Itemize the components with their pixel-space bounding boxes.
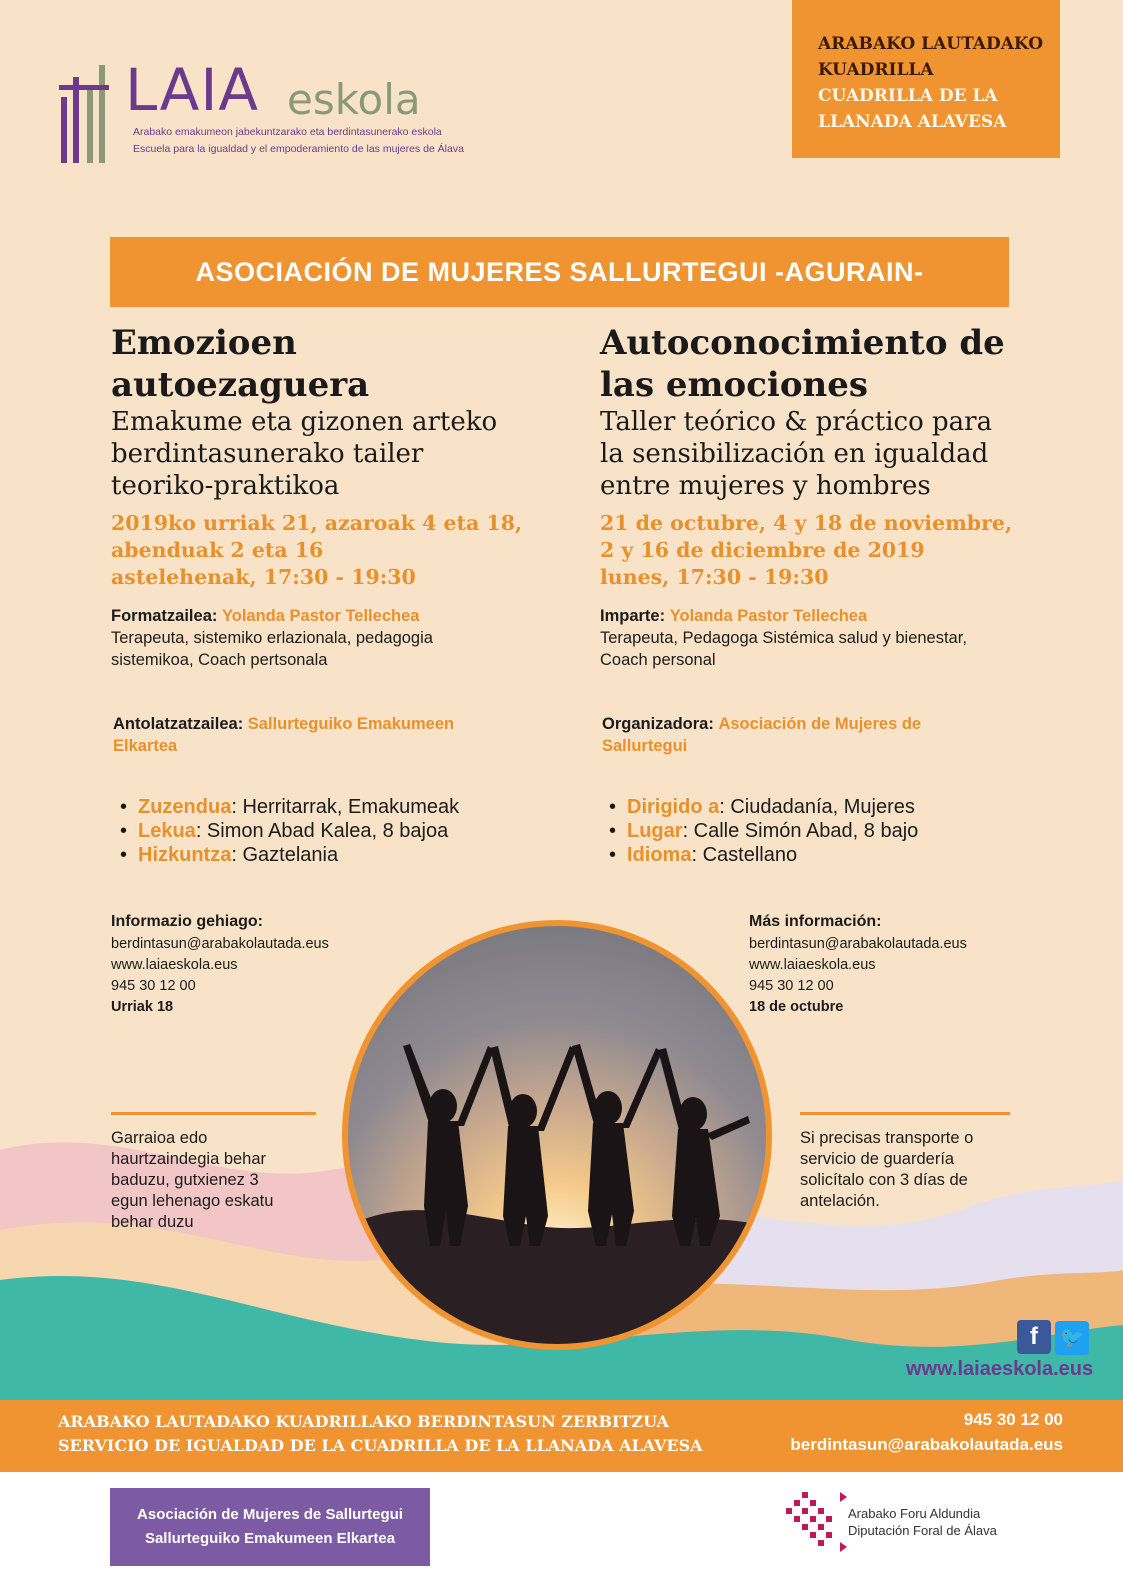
transport-line: Si precisas transporte o — [800, 1129, 974, 1147]
spanish-contact-phone: 945 30 12 00 — [749, 978, 834, 994]
basque-column — [111, 322, 531, 671]
cuadrilla-eu-line1: ARABAKO LAUTADAKO — [818, 34, 1044, 54]
diputacion-arrows-icon — [840, 1492, 848, 1552]
item-key: Idioma — [627, 844, 692, 866]
spanish-dates-line2: 2 y 16 de diciembre de 2019 — [600, 538, 925, 562]
list-item — [116, 819, 459, 843]
spanish-trainer-label: Imparte: — [600, 607, 666, 625]
basque-trainer-desc-line1: Terapeuta, sistemiko erlazionala, pedagogia — [111, 629, 433, 647]
basque-trainer-label: Formatzailea: — [111, 607, 218, 625]
association-banner: ASOCIACIÓN DE MUJERES SALLURTEGUI -AGURAIN- — [110, 237, 1009, 307]
spanish-dates-line3: lunes, 17:30 - 19:30 — [600, 565, 829, 589]
footer-line-eu: ARABAKO LAUTADAKO KUADRILLAKO BERDINTASUN ZERBITZUA — [58, 1412, 669, 1431]
list-item — [605, 843, 918, 867]
item-value: : Castellano — [691, 844, 798, 866]
women-silhouettes-photo — [342, 920, 772, 1350]
spanish-contact — [749, 910, 967, 1018]
basque-contact-email[interactable]: berdintasun@arabakolautada.eus — [111, 936, 329, 952]
basque-contact-web[interactable]: www.laiaeskola.eus — [111, 957, 238, 973]
basque-trainer-name: Yolanda Pastor Tellechea — [221, 607, 420, 625]
spanish-contact-web[interactable]: www.laiaeskola.eus — [749, 957, 876, 973]
spanish-divider — [800, 1112, 1010, 1115]
association-logo-box — [110, 1488, 430, 1566]
spanish-subtitle-line3: entre mujeres y hombres — [600, 471, 931, 501]
spanish-org-name-line2: Sallurtegui — [602, 737, 688, 755]
item-key: Lugar — [627, 820, 683, 842]
item-value: : Herritarrak, Emakumeak — [231, 796, 460, 818]
spanish-title-line2: las emociones — [600, 365, 868, 405]
cuadrilla-box — [792, 0, 1060, 158]
basque-subtitle-line3: teoriko-praktikoa — [111, 471, 340, 501]
transport-line: solicítalo con 3 días de — [800, 1171, 968, 1189]
list-item — [605, 819, 918, 843]
item-value: : Gaztelania — [231, 844, 339, 866]
spanish-details-list — [605, 795, 918, 867]
logo-tagline-es: Escuela para la igualdad y el empoderamiento de las mujeres de Álava — [133, 143, 464, 155]
facebook-icon[interactable]: f — [1017, 1320, 1051, 1354]
spanish-subtitle-line1: Taller teórico & práctico para — [600, 407, 993, 437]
basque-dates-line3: astelehenak, 17:30 - 19:30 — [111, 565, 416, 589]
social-links — [1017, 1320, 1093, 1355]
logo-laia-text: LAIA — [125, 56, 260, 124]
item-value: : Simon Abad Kalea, 8 bajoa — [195, 820, 449, 842]
asoc-line2: Sallurteguiko Emakumeen Elkartea — [144, 1530, 396, 1547]
item-key: Zuzendua — [138, 796, 232, 818]
spanish-trainer-desc-line2: Coach personal — [600, 651, 716, 669]
transport-line: Garraioa edo — [111, 1129, 208, 1147]
basque-dates-line2: abenduak 2 eta 16 — [111, 538, 324, 562]
basque-org-name-line1: Sallurteguiko Emakumeen — [247, 715, 455, 733]
cuadrilla-es-line2: LLANADA ALAVESA — [818, 112, 1007, 132]
item-key: Lekua — [138, 820, 196, 842]
basque-contact-phone: 945 30 12 00 — [111, 978, 196, 994]
list-item — [116, 795, 459, 819]
item-key: Dirigido a — [627, 796, 720, 818]
twitter-icon[interactable]: 🐦 — [1055, 1321, 1089, 1355]
basque-org-name-line2: Elkartea — [113, 737, 178, 755]
list-item — [605, 795, 918, 819]
basque-details-list — [116, 795, 459, 867]
item-value: : Calle Simón Abad, 8 bajo — [682, 820, 919, 842]
footer-phone: 945 30 12 00 — [963, 1410, 1063, 1429]
asoc-line1: Asociación de Mujeres de Sallurtegui — [137, 1506, 403, 1523]
spanish-subtitle-line2: la sensibilización en igualdad — [600, 439, 989, 469]
spanish-transport-note — [800, 1128, 973, 1212]
list-item — [116, 843, 459, 867]
spanish-organizer — [602, 713, 1022, 757]
basque-divider — [111, 1112, 316, 1115]
basque-subtitle-line1: Emakume eta gizonen arteko — [111, 407, 498, 437]
basque-subtitle-line2: berdintasunerako tailer — [111, 439, 424, 469]
basque-contact-heading: Informazio gehiago: — [111, 913, 263, 930]
cuadrilla-es-line1: CUADRILLA DE LA — [818, 86, 998, 106]
item-key: Hizkuntza — [138, 844, 232, 866]
spanish-org-name-line1: Asociación de Mujeres de — [718, 715, 922, 733]
basque-title-line2: autoezaguera — [111, 365, 370, 405]
basque-trainer-desc-line2: sistemikoa, Coach pertsonala — [111, 651, 328, 669]
spanish-trainer-desc-line1: Terapeuta, Pedagoga Sistémica salud y bienestar, — [600, 629, 967, 647]
basque-trainer — [111, 605, 531, 627]
footer-bar — [0, 1400, 1123, 1472]
spanish-org-label: Organizadora: — [602, 715, 714, 733]
basque-contact — [111, 910, 329, 1018]
spanish-column — [600, 322, 1030, 671]
footer-email[interactable]: berdintasun@arabakolautada.eus — [790, 1435, 1063, 1454]
website-link[interactable]: www.laiaeskola.eus — [906, 1358, 1094, 1380]
spanish-trainer — [600, 605, 1030, 627]
spanish-dates-line1: 21 de octubre, 4 y 18 de noviembre, — [600, 511, 1013, 535]
basque-title-line1: Emozioen — [111, 323, 297, 363]
diputacion-line1: Arabako Foru Aldundia — [848, 1506, 981, 1521]
cuadrilla-eu-line2: KUADRILLA — [818, 60, 934, 80]
laia-eskola-logo — [55, 55, 464, 165]
item-value: : Ciudadanía, Mujeres — [719, 796, 915, 818]
transport-line: antelación. — [800, 1192, 880, 1210]
transport-line: baduzu, gutxienez 3 — [111, 1171, 259, 1189]
diputacion-logo-icon — [782, 1492, 842, 1548]
basque-organizer — [113, 713, 533, 757]
transport-line: egun lehenago eskatu — [111, 1192, 274, 1210]
logo-tagline-eu: Arabako emakumeon jabekuntzarako eta berdintasunerako eskola — [133, 126, 442, 138]
diputacion-line2: Diputación Foral de Álava — [848, 1523, 997, 1538]
laia-logo-mark-icon — [55, 57, 113, 165]
basque-org-label: Antolatzatzailea: — [113, 715, 244, 733]
footer-line-es: SERVICIO DE IGUALDAD DE LA CUADRILLA DE LA LLANADA ALAVESA — [58, 1436, 703, 1455]
transport-line: servicio de guardería — [800, 1150, 955, 1168]
basque-contact-deadline: Urriak 18 — [111, 999, 174, 1015]
spanish-contact-email[interactable]: berdintasun@arabakolautada.eus — [749, 936, 967, 952]
transport-line: behar duzu — [111, 1213, 194, 1231]
basque-dates-line1: 2019ko urriak 21, azaroak 4 eta 18, — [111, 511, 523, 535]
transport-line: haurtzaindegia behar — [111, 1150, 267, 1168]
basque-transport-note — [111, 1128, 273, 1233]
logo-eskola-text: eskola — [287, 75, 421, 124]
silhouettes-illustration — [348, 926, 766, 1344]
diputacion-logo — [782, 1488, 1042, 1568]
spanish-title-line1: Autoconocimiento de — [600, 323, 1005, 363]
spanish-contact-deadline: 18 de octubre — [749, 999, 844, 1015]
spanish-trainer-name: Yolanda Pastor Tellechea — [669, 607, 868, 625]
spanish-contact-heading: Más información: — [749, 913, 882, 930]
